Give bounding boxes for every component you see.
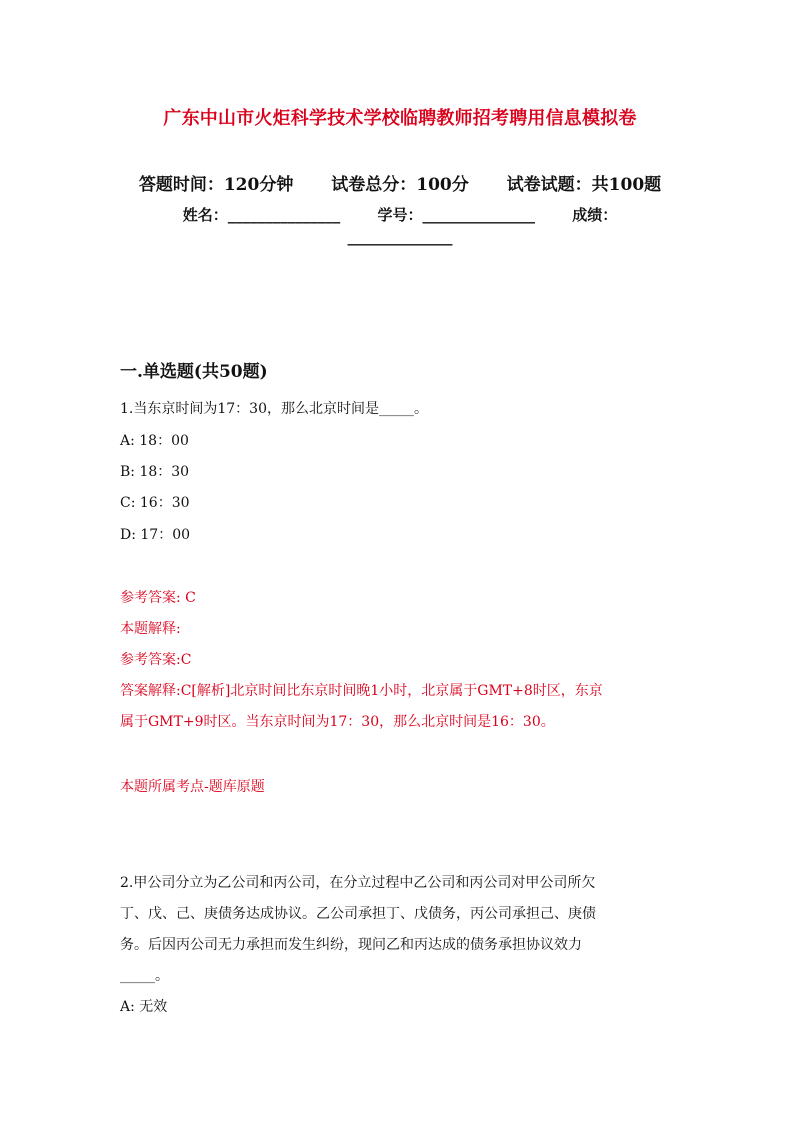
name-field: 姓名：_______________	[182, 206, 341, 224]
question-2-stem-line-2: 丁、戊、己、庚债务达成协议。乙公司承担丁、戊债务，丙公司承担己、庚债	[120, 906, 596, 922]
exam-total-score: 试卷总分：100分	[331, 175, 469, 195]
score-field: 成绩：	[572, 206, 618, 224]
question-1-answer: 参考答案: C	[120, 590, 196, 606]
question-1-option-b: B: 18：30	[120, 464, 190, 480]
question-1-option-d: D: 17：00	[120, 527, 191, 543]
exam-duration: 答题时间：120分钟	[138, 175, 294, 195]
score-blank: ______________	[347, 228, 453, 246]
question-1-answer-repeat: 参考答案:C	[120, 652, 192, 668]
question-1-analysis-line-2: 属于GMT+9时区。当东京时间为17：30，那么北京时间是16：30。	[120, 714, 555, 730]
question-1-option-a: A: 18：00	[120, 433, 189, 449]
exam-meta	[0, 170, 800, 195]
question-1-source: 本题所属考点-题库原题	[120, 779, 265, 795]
question-1-analysis-line-1: 答案解释:C[解析]北京时间比东京时间晚1小时，北京属于GMT+8时区，东京	[120, 683, 603, 699]
question-2-option-a: A: 无效	[120, 999, 168, 1015]
exam-title: 广东中山市火炬科学技术学校临聘教师招考聘用信息模拟卷	[163, 108, 637, 129]
question-1-option-c: C: 16：30	[120, 495, 190, 511]
question-1-explain-label: 本题解释:	[120, 621, 181, 637]
section-title: 一.单选题(共50题)	[120, 362, 268, 382]
student-fields	[0, 204, 800, 225]
student-id-field: 学号：_______________	[377, 206, 535, 224]
question-2-stem-line-1: 2.甲公司分立为乙公司和丙公司，在分立过程中乙公司和丙公司对甲公司所欠	[120, 875, 596, 891]
exam-question-count: 试卷试题：共100题	[506, 175, 662, 195]
question-2-stem-line-4: _____。	[120, 968, 169, 984]
question-2-stem-line-3: 务。后因丙公司无力承担而发生纠纷，现问乙和丙达成的债务承担协议效力	[120, 937, 582, 953]
question-1-stem: 1.当东京时间为17：30，那么北京时间是_____。	[120, 401, 428, 417]
